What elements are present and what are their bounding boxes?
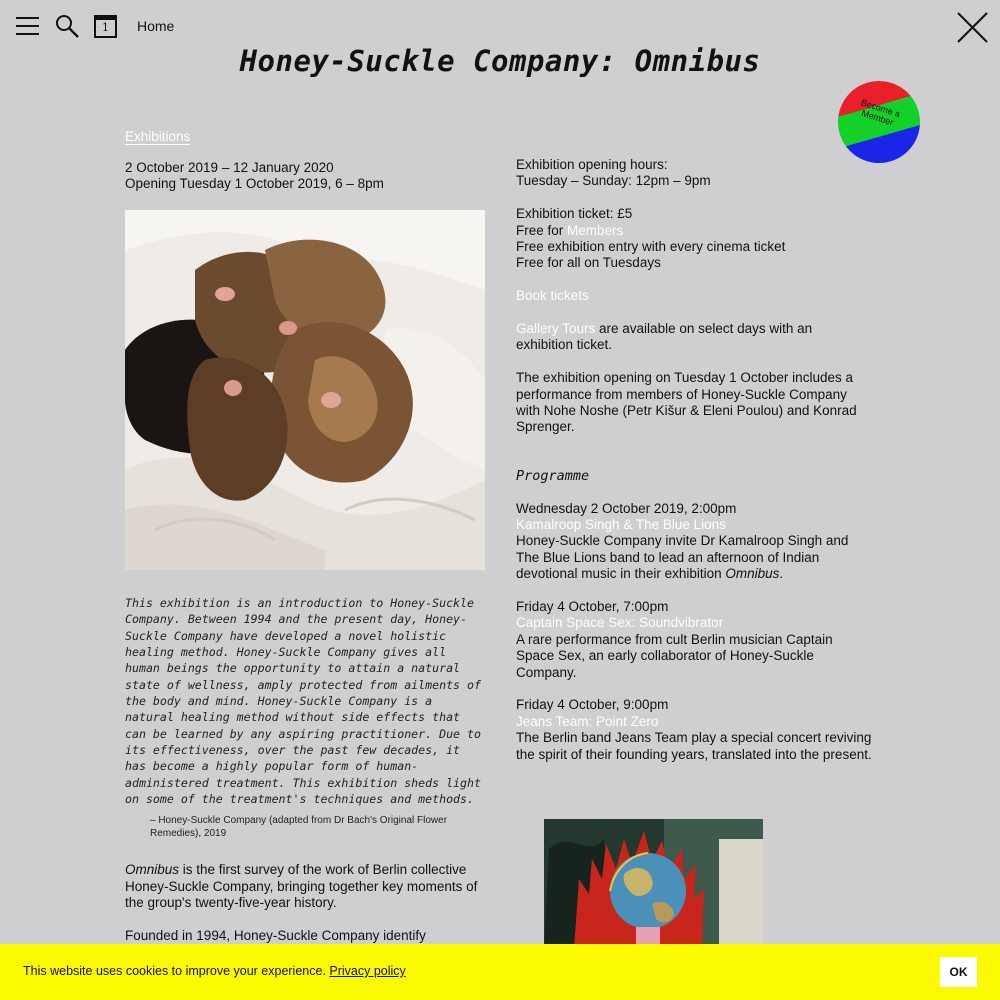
event-description: A rare performance from cult Berlin musician Captain Space Sex, an early collaborator of Honey-Suckle Company. xyxy=(516,631,833,680)
event-date: Wednesday 2 October 2019, 2:00pm xyxy=(516,500,737,516)
gallery-tours-text: are available on select days with an exhibition ticket. xyxy=(516,321,813,353)
hours-value: Tuesday – Sunday: 12pm – 9pm xyxy=(516,173,711,189)
tuesdays-note: Free for all on Tuesdays xyxy=(516,255,661,271)
cookie-message xyxy=(23,964,406,978)
become-member-badge[interactable] xyxy=(838,81,920,163)
close-icon[interactable] xyxy=(956,11,989,44)
page-title: Honey-Suckle Company: Omnibus xyxy=(239,44,761,78)
free-for-members xyxy=(516,223,872,239)
hamburger-menu-icon[interactable] xyxy=(16,17,39,36)
programme-heading: Programme xyxy=(516,467,590,484)
event-desc-text: Honey-Suckle Company invite Dr Kamalroop Singh and The Blue Lions band to lead an afternoon of Indian devotional music in their exhibition xyxy=(516,533,849,582)
free-for-text: Free for xyxy=(516,222,568,238)
exhibition-quote: This exhibition is an introduction to Honey-Suckle Company. Between 1994 and the present day, Honey-Suckle Company have developed a novel holistic healing method. Honey-Suckle Company gives all human beings the opportunity to attain a natural state of wellness, amply protected from ailments of the body and mind. Honey-Suckle Company is a natural healing method without side effects that can be learned by any aspiring practitioner. Due to its effectiveness, over the past few decades, it has become a highly popular form of human-administered treatment. This exhibition sheds light on some of the treatment's techniques and methods. xyxy=(125,595,481,806)
programme-event xyxy=(516,599,872,681)
opening-date: Opening Tuesday 1 October 2019, 6 – 8pm xyxy=(125,176,384,192)
cookie-ok-button[interactable]: OK xyxy=(940,957,977,987)
gallery-tours-link[interactable]: Gallery Tours xyxy=(516,321,596,337)
event-date: Friday 4 October, 9:00pm xyxy=(516,697,669,713)
event-description: The Berlin band Jeans Team play a special concert reviving the spirit of their founding years, translated into the present. xyxy=(516,730,872,762)
book-tickets-link[interactable]: Book tickets xyxy=(516,288,589,304)
privacy-policy-link[interactable]: Privacy policy xyxy=(329,964,406,978)
cookie-banner xyxy=(0,944,1000,1000)
right-column xyxy=(516,157,872,763)
left-column xyxy=(125,128,485,944)
programme-event xyxy=(516,501,872,583)
event-title-link[interactable]: Jeans Team: Point Zero xyxy=(516,713,659,729)
cinema-note: Free exhibition entry with every cinema ticket xyxy=(516,239,786,255)
intro-paragraph xyxy=(125,862,485,911)
exhibition-photo-sleeping-figures xyxy=(125,210,485,570)
event-desc-italic: Omnibus xyxy=(725,566,780,582)
search-icon[interactable] xyxy=(55,14,79,38)
home-link[interactable]: Home xyxy=(137,18,175,34)
hours-label: Exhibition opening hours: xyxy=(516,157,668,172)
quote-credit: – Honey-Suckle Company (adapted from Dr Bach's Original Flower Remedies), 2019 xyxy=(150,815,448,839)
opening-performance-note: The exhibition opening on Tuesday 1 October includes a performance from members of Honey-Suckle Company with Nohe Noshe (Petr Kišur & Eleni Poulou) and Konrad Sprenger. xyxy=(516,370,857,435)
calendar-day: 1 xyxy=(102,21,109,34)
intro-italic-title: Omnibus xyxy=(125,862,180,878)
event-title-link[interactable]: Captain Space Sex: Soundvibrator xyxy=(516,615,724,631)
founded-paragraph: Founded in 1994, Honey-Suckle Company identify xyxy=(125,927,426,943)
intro-text: is the first survey of the work of Berlin collective Honey-Suckle Company, bringing together key moments of the group's twenty-five-year history. xyxy=(125,862,478,911)
breadcrumb-exhibitions[interactable]: Exhibitions xyxy=(125,129,191,144)
programme-event xyxy=(516,697,872,763)
exhibition-photo-globe xyxy=(544,819,763,949)
event-date: Friday 4 October, 7:00pm xyxy=(516,599,669,615)
event-desc-end: . xyxy=(779,566,784,582)
become-member-label: Become a Member xyxy=(859,97,902,128)
cookie-text: This website uses cookies to improve your experience. xyxy=(23,964,330,978)
calendar-icon[interactable] xyxy=(94,15,117,38)
ticket-price: Exhibition ticket: £5 xyxy=(516,206,633,222)
date-range: 2 October 2019 – 12 January 2020 xyxy=(125,160,334,175)
gallery-tours-note xyxy=(516,321,872,354)
event-description xyxy=(516,533,872,582)
event-title-link[interactable]: Kamalroop Singh & The Blue Lions xyxy=(516,517,726,533)
members-link[interactable]: Members xyxy=(567,222,624,238)
